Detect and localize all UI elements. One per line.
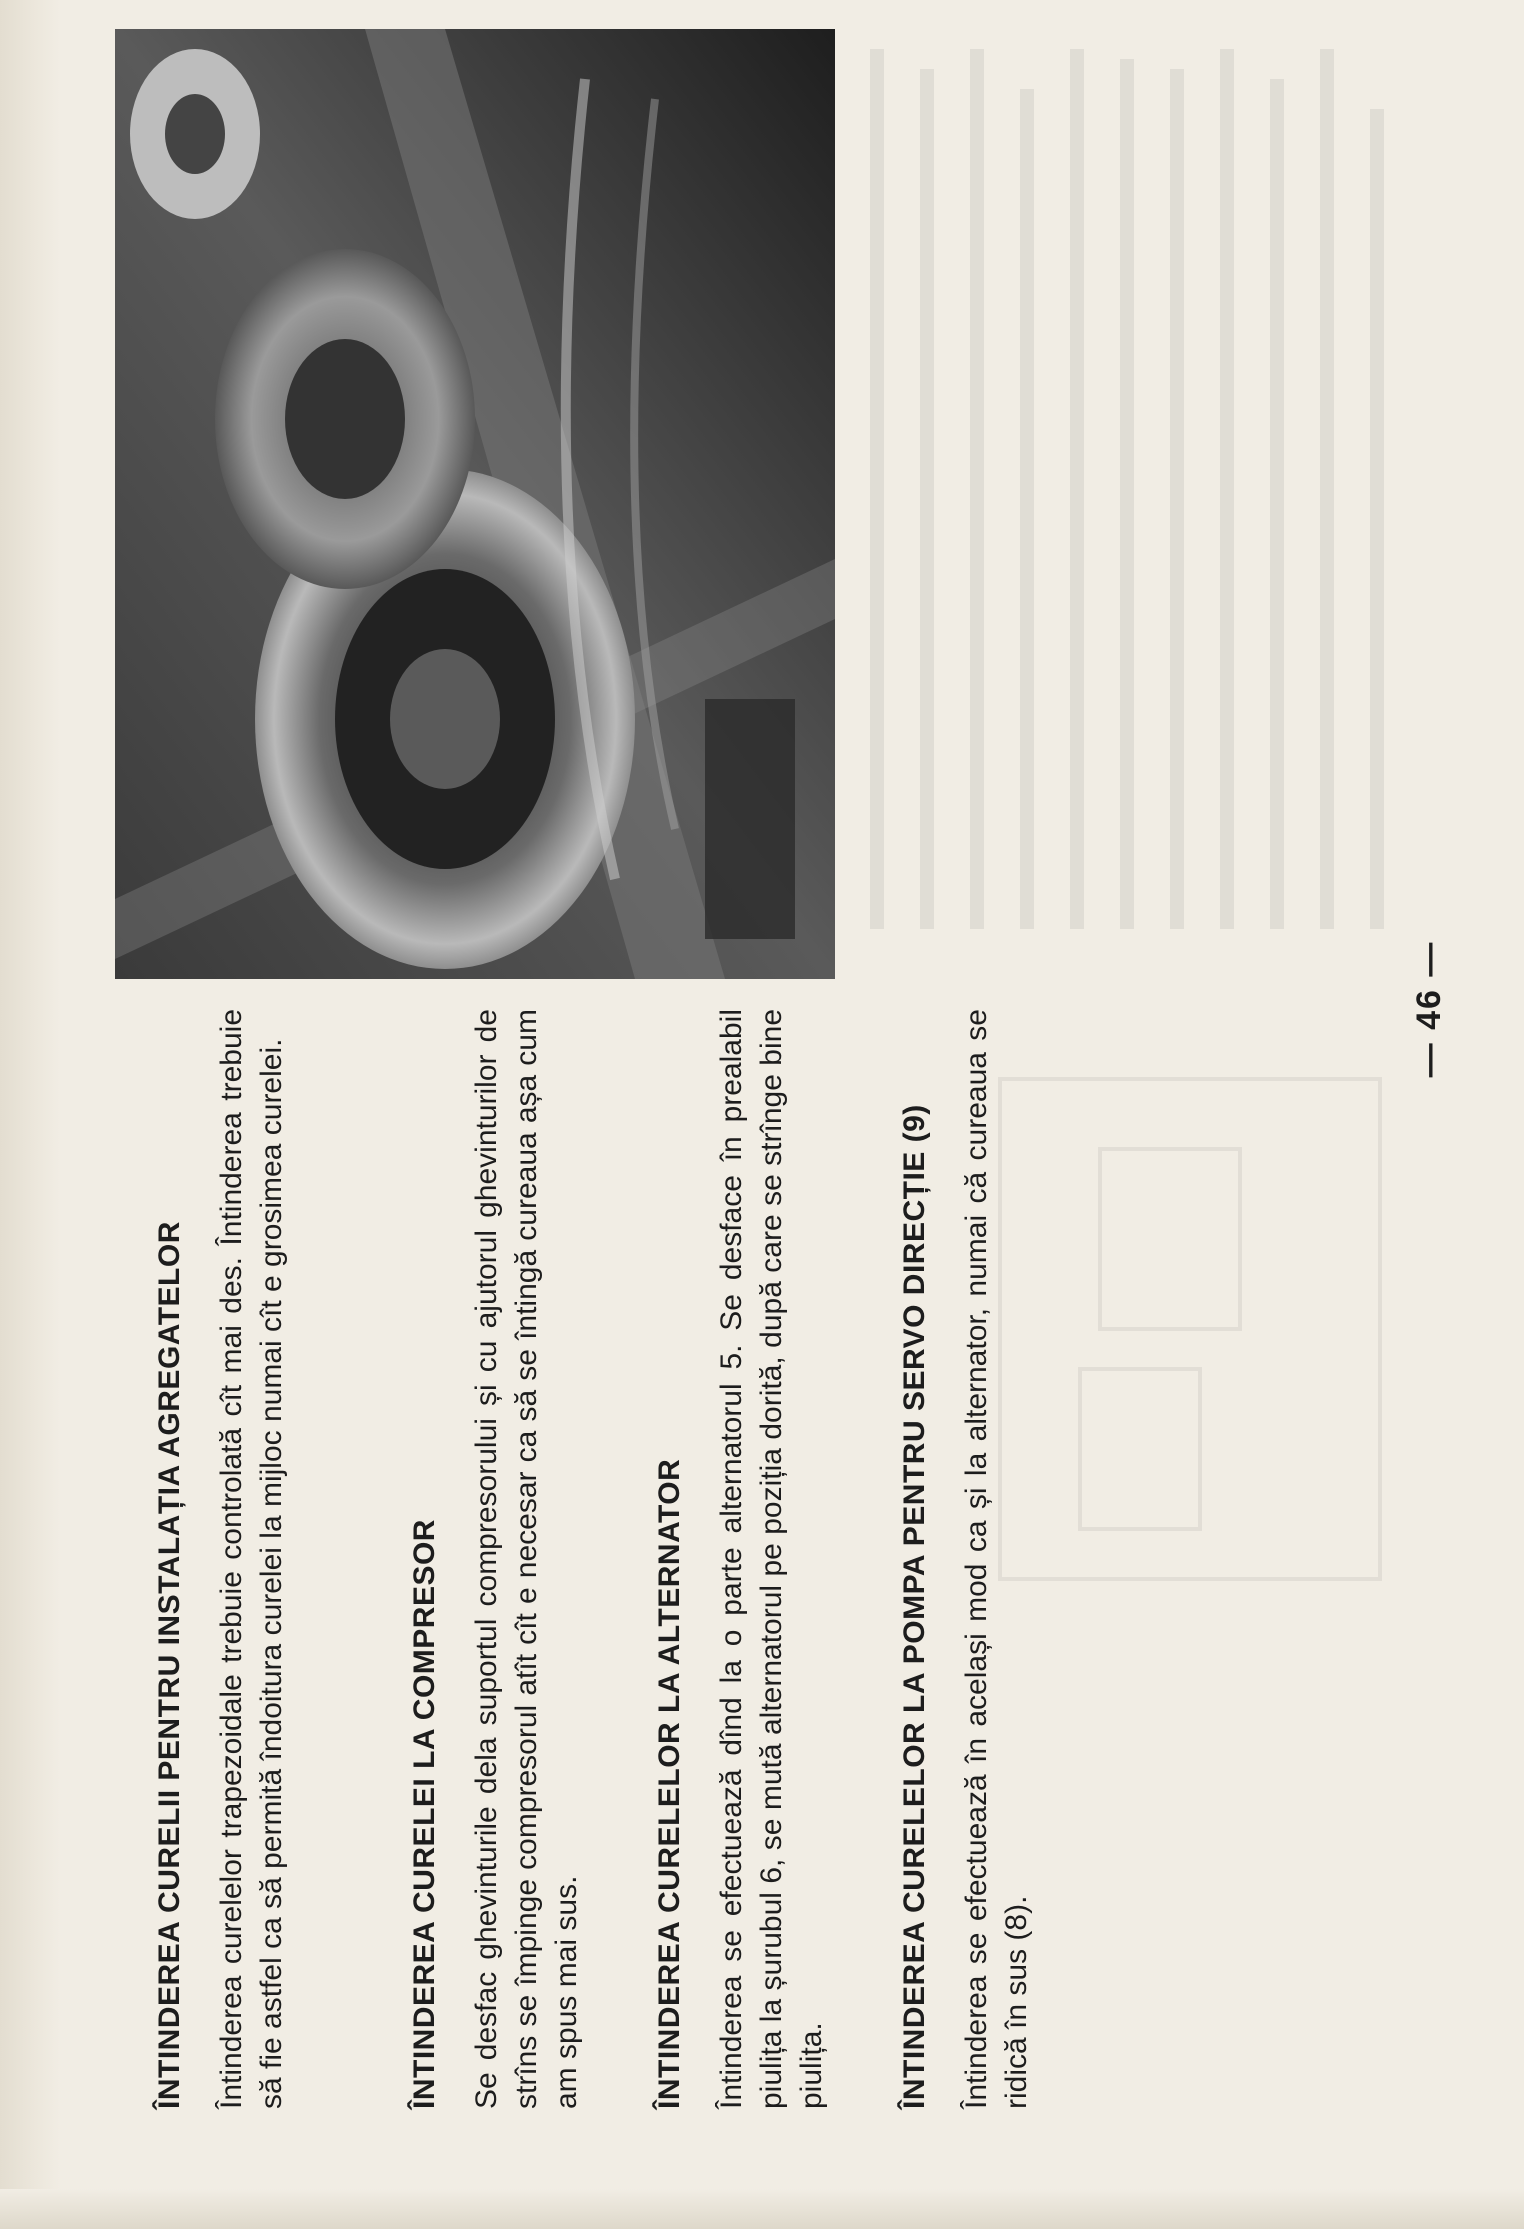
section-body: Se desfac ghevinturile dela suportul compresorului și cu ajutorul ghevinturilor de strîns se împinge compresorul atît cît e necesar ca să se întingă cureaua așa cum am spus mai sus.	[470, 1009, 583, 2109]
section-heading: ÎNTINDEREA CURELELOR LA ALTERNATOR	[653, 1458, 686, 2109]
section-body: Întinderea se efectuează dînd la o parte alternatorul 5. Se desface în prealabil piulița la șurubul 6, se mută alternatorul pe poziția dorită, după care se strînge bine piulița.	[715, 1009, 828, 2109]
section-agregate	[150, 1009, 292, 2109]
section-body: Întinderea se efectuează în același mod ca și la alternator, numai că cureaua se ridică în sus (8).	[960, 1009, 1033, 2109]
section-heading: ÎNTINDEREA CURELELOR LA POMPA PENTRU SERVO DIRECȚIE (9)	[898, 1104, 931, 2109]
pulley-photo-icon	[115, 29, 835, 979]
section-servo-directie	[895, 1009, 1037, 2109]
section-alternator	[650, 1009, 832, 2109]
page-number: — 46 —	[1410, 940, 1448, 1078]
section-heading: ÎNTINDEREA CURELII PENTRU INSTALAȚIA AGREGATELOR	[153, 1221, 186, 2109]
section-compresor	[405, 1009, 587, 2109]
section-heading: ÎNTINDEREA CURELEI LA COMPRESOR	[408, 1519, 441, 2109]
engine-pulleys-photo	[115, 29, 835, 979]
section-body: Întinderea curelelor trapezoidale trebuie controlată cît mai des. Întinderea trebuie să fie astfel ca să permită îndoitura curelei la mijloc numai cît e grosimea curelei.	[215, 1009, 288, 2109]
